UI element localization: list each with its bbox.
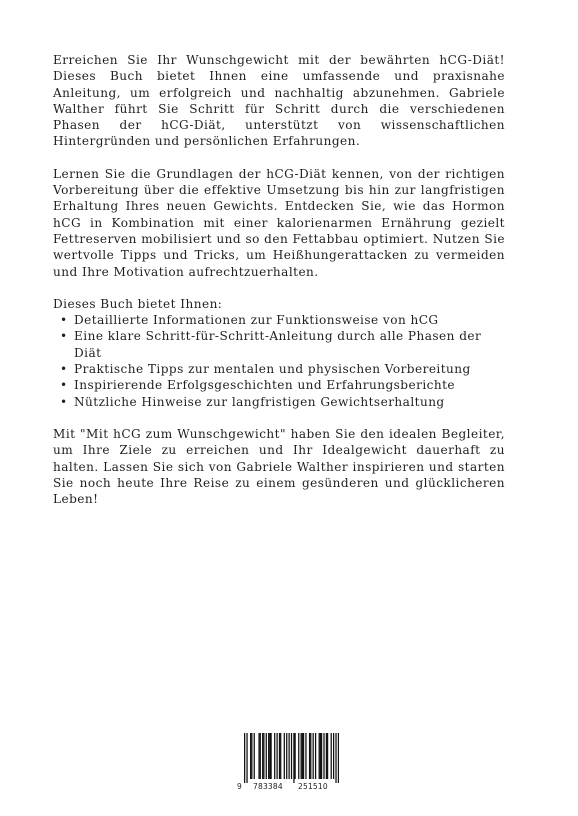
list-item <box>53 377 505 393</box>
bullet-icon: • <box>60 329 68 344</box>
barcode-bars-icon <box>237 733 339 783</box>
details-paragraph: Lernen Sie die Grundlagen der hCG-Diät kennen, von der richtigen Vorbereitung über die effektive Umsetzung bis hin zur langfristigen Erhaltung Ihres neuen Gewichts. Entdecken Sie, wie das Hormon hCG in Kombination mit einer kalorienarmen Ernährung gezielt Fettreserven mobilisiert und so den Fettabbau optimiert. Nutzen Sie wertvolle Tipps und Tricks, um Heißhungerattacken zu vermeiden und Ihre Motivation aufrechtzuerhalten. <box>53 166 505 279</box>
bullet-icon: • <box>60 394 68 409</box>
list-item <box>53 328 505 361</box>
feature-list <box>53 312 505 410</box>
paragraph-spacer <box>53 150 505 166</box>
back-cover-text <box>53 52 505 507</box>
list-item <box>53 361 505 377</box>
paragraph-spacer <box>53 410 505 426</box>
list-item <box>53 394 505 410</box>
list-item-text: Eine klare Schritt-für-Schritt-Anleitung durch alle Phasen der Diät <box>74 329 482 360</box>
bullet-icon: • <box>60 362 68 377</box>
barcode-right-group: 251510 <box>298 782 328 791</box>
barcode-left-group: 783384 <box>253 782 283 791</box>
list-item-text: Nützliche Hinweise zur langfristigen Gewichtserhaltung <box>74 394 445 409</box>
paragraph-spacer <box>53 280 505 296</box>
list-item-text: Inspirierende Erfolgsgeschichten und Erfahrungsberichte <box>74 378 456 393</box>
bullet-icon: • <box>60 313 68 328</box>
bullet-icon: • <box>60 378 68 393</box>
list-item-text: Detaillierte Informationen zur Funktionsweise von hCG <box>74 313 439 328</box>
closing-paragraph: Mit "Mit hCG zum Wunschgewicht" haben Sie den idealen Begleiter, um Ihre Ziele zu erreichen und Ihr Idealgewicht dauerhaft zu halten. Lassen Sie sich von Gabriele Walther inspirieren und starten Sie noch heute Ihre Reise zu einem gesünderen und glücklicheren Leben! <box>53 426 505 507</box>
intro-paragraph: Erreichen Sie Ihr Wunschgewicht mit der bewährten hCG-Diät! Dieses Buch bietet Ihnen eine umfassende und praxisnahe Anleitung, um erfolgreich und nachhaltig abzunehmen. Gabriele Walther führt Sie Schritt für Schritt durch die verschiedenen Phasen der hCG-Diät, unterstützt von wissenschaftlichen Hintergründen und persönlichen Erfahrungen. <box>53 53 505 149</box>
isbn-barcode <box>237 733 339 795</box>
list-item <box>53 312 505 328</box>
list-intro: Dieses Buch bietet Ihnen: <box>53 296 223 311</box>
barcode-first-digit: 9 <box>237 782 242 791</box>
list-item-text: Praktische Tipps zur mentalen und physischen Vorbereitung <box>74 362 471 377</box>
